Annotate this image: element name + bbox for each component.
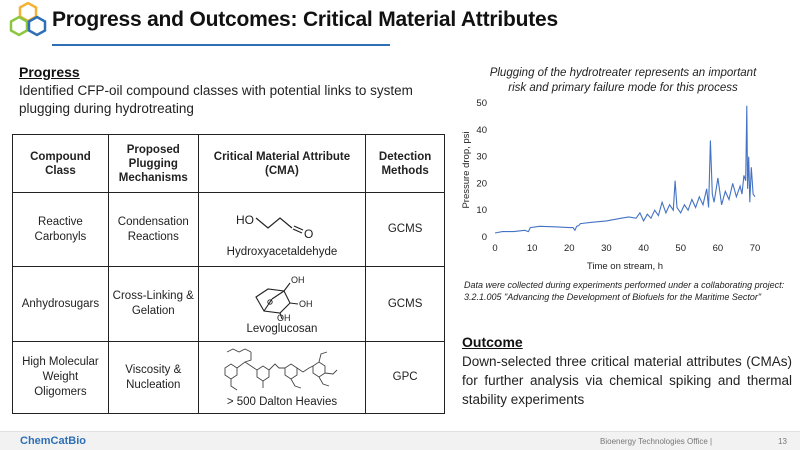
chart-data-note: Data were collected during experiments performed under a collaborating project: 3.2.1.005 "Advancing the Development of Biofuels for the Maritime Sector" — [464, 280, 785, 302]
chart-x-tick-label: 0 — [492, 243, 498, 254]
table-row — [13, 342, 445, 414]
detection-method-cell: GCMS — [366, 193, 445, 267]
mechanism-cell: Condensation Reactions — [108, 193, 198, 267]
table-row — [13, 267, 445, 342]
compound-class-cell: High Molecular Weight Oligomers — [13, 342, 109, 414]
title-underline — [52, 44, 390, 46]
structure-label-ho: HO — [235, 212, 254, 227]
chart-x-tick-label: 60 — [712, 243, 724, 254]
cma-name: Levoglucosan — [246, 323, 318, 335]
structure-label-o: O — [303, 226, 314, 241]
levoglucosan-structure-icon — [222, 271, 342, 321]
mechanism-cell: Viscosity & Nucleation — [108, 342, 198, 414]
mechanism-cell: Cross-Linking & Gelation — [108, 267, 198, 342]
detection-method-cell: GPC — [366, 342, 445, 414]
chart-y-tick-label: 0 — [481, 232, 487, 243]
hexagon-blue-icon — [29, 17, 45, 35]
chart-x-axis-label: Time on stream, h — [586, 261, 664, 272]
detection-method-cell: GCMS — [366, 267, 445, 342]
cma-name: > 500 Dalton Heavies — [226, 395, 338, 408]
hydroxyacetaldehyde-structure-icon — [222, 200, 342, 244]
chart-y-tick-label: 10 — [476, 205, 487, 217]
chart-y-tick-label: 40 — [476, 124, 487, 136]
oligomer-structure-icon — [217, 346, 347, 394]
footer-bar — [0, 431, 800, 450]
chemcatbio-hexagon-logo — [6, 2, 50, 46]
chart-x-tick-label: 20 — [563, 243, 575, 254]
structure-label-oh: OH — [298, 299, 313, 309]
table-header-row — [13, 135, 445, 193]
chart-y-axis-label: Pressure drop, psi — [461, 131, 472, 209]
header-compound-class: Compound Class — [13, 135, 109, 193]
hexagon-green-icon — [11, 17, 27, 35]
chart-x-tick-label: 30 — [601, 243, 612, 254]
chart-y-tick-label: 50 — [476, 98, 487, 109]
outcome-text: Down-selected three critical material attributes (CMAs) for further analysis via chemical spiking and thermal stability experiments — [462, 354, 792, 407]
header-detection-methods: Detection Methods — [366, 135, 445, 193]
footer-brand-logo: ChemCatBio — [20, 435, 87, 447]
pressure-drop-chart — [455, 95, 790, 275]
chart-series-line — [495, 106, 755, 233]
cma-cell — [198, 342, 366, 414]
table-row — [13, 193, 445, 267]
header-plugging-mechanisms: Proposed Plugging Mechanisms — [108, 135, 198, 193]
page-title: Progress and Outcomes: Critical Material Attributes — [52, 8, 558, 31]
chart-y-tick-label: 20 — [476, 178, 487, 190]
compound-class-cell: Anhydrosugars — [13, 267, 109, 342]
header-cma: Critical Material Attribute (CMA) — [198, 135, 366, 193]
chart-x-tick-label: 10 — [526, 243, 538, 254]
chart-x-tick-label: 70 — [749, 243, 761, 254]
structure-label-oh: OH — [276, 313, 291, 321]
structure-label-oh: OH — [290, 275, 305, 285]
cma-cell — [198, 267, 366, 342]
chart-y-tick-label: 30 — [476, 151, 487, 163]
chart-x-tick-label: 40 — [638, 243, 649, 254]
progress-heading: Progress — [19, 64, 80, 80]
page-number: 13 — [778, 437, 787, 446]
progress-text: Identified CFP-oil compound classes with potential links to system plugging during hydrotreating — [19, 83, 413, 116]
footer-office-name: Bioenergy Technologies Office | — [600, 437, 713, 446]
outcome-heading: Outcome — [462, 334, 523, 350]
chart-x-tick-label: 50 — [675, 243, 687, 254]
cma-cell — [198, 193, 366, 267]
cma-table — [12, 134, 445, 414]
cma-name: Hydroxyacetaldehyde — [226, 245, 338, 258]
chart-title: Plugging of the hydrotreater represents an important risk and primary failure mode for this process — [489, 67, 757, 94]
compound-class-cell: Reactive Carbonyls — [13, 193, 109, 267]
